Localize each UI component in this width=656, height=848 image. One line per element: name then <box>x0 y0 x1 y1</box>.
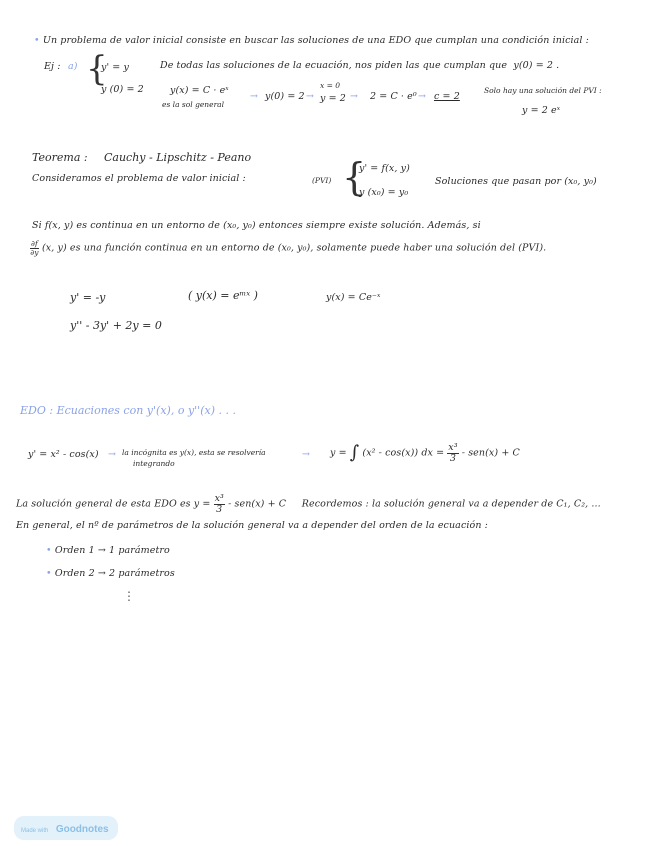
partial-fraction: $\frac{\partial f}{\partial y}$ <box>30 239 39 257</box>
order2-item: • Orden 2 → 2 parámetros <box>46 568 175 579</box>
theorem-line2-wrap <box>30 240 546 256</box>
vertical-dots-icon: ⋮ <box>123 589 135 603</box>
theorem-line2: (x, y) es una función continua en un entorno de (x₀, y₀), solamente puede haber una solución del (PVI). <box>41 242 547 254</box>
general-line2: En general, el nº de parámetros de la solución general va a depender del orden de la ecuación : <box>16 520 488 531</box>
general-line1: La solución general de esta EDO es y = $\frac{\text{x³}}{3}$ - sen(x) + C Recordemos : la solución general va a depender de C₁, C₂, ... <box>16 493 601 515</box>
example-x0: x = 0 <box>320 81 341 90</box>
theorem-sol: Soluciones que pasan por (x₀, y₀) <box>435 176 597 187</box>
intro-line <box>34 36 589 46</box>
arrow-icon: → <box>250 91 259 102</box>
example2-eq2: y'' - 3y' + 2y = 0 <box>70 319 162 332</box>
example-y2: y = 2 <box>320 93 346 104</box>
example2-eq1: y' = -y <box>70 291 106 304</box>
theorem-pvi: (PVI) <box>312 176 332 185</box>
example-c: c = 2 <box>434 91 460 102</box>
order1-item: • Orden 1 → 1 parámetro <box>46 545 170 556</box>
example-unique-sol: y = 2 eˣ <box>522 105 561 116</box>
edo-heading: EDO : Ecuaciones con y'(x), o y''(x) . . . <box>20 404 236 417</box>
intro-text: Un problema de valor inicial consiste en buscar las soluciones de una EDO que cumplan una condición inicial : <box>42 35 589 46</box>
footer-brand: Goodnotes <box>55 824 109 835</box>
example-y0: y(0) = 2 <box>265 91 305 102</box>
theorem-line1: Si f(x, y) es continua en un entorno de (x₀, y₀) entonces siempre existe solución. Además, si <box>32 220 481 231</box>
example-sol-note: es la sol general <box>162 100 225 109</box>
example-brace: { <box>86 49 108 89</box>
edo-note2: integrando <box>133 459 175 468</box>
arrow-icon: → <box>108 449 117 460</box>
theorem-brace: { <box>342 155 367 199</box>
bullet-icon: • <box>46 545 52 556</box>
example-item: a) <box>68 61 78 72</box>
example2-hint: ( y(x) = eᵐˣ ) <box>188 289 258 302</box>
bullet-icon: • <box>46 568 52 579</box>
goodnotes-badge[interactable] <box>14 816 118 840</box>
arrow-icon: → <box>306 91 315 102</box>
example2-sol: y(x) = Ce⁻ˣ <box>326 292 381 303</box>
edo-solution: y = ∫ (x² - cos(x)) dx = $\frac{\text{x³}}{3}$ - sen(x) + C <box>330 442 520 464</box>
arrow-icon: → <box>350 91 359 102</box>
footer-prefix: Made with <box>21 828 49 834</box>
theorem-sys2: y (x₀) = y₀ <box>359 187 409 198</box>
example-sys1: y' = y <box>101 62 129 73</box>
general-fraction: $\frac{\text{x³}}{3}$ <box>214 493 224 515</box>
edo-note1: la incógnita es y(x), esta se resolvería <box>122 448 266 457</box>
arrow-icon: → <box>418 91 427 102</box>
example-unique: Solo hay una solución del PVI : <box>484 86 602 95</box>
integral-icon: ∫ <box>349 442 360 463</box>
example-sys2: y (0) = 2 <box>101 84 144 95</box>
edo-eq: y' = x² - cos(x) <box>28 449 99 460</box>
theorem-name: Cauchy - Lipschitz - Peano <box>104 151 252 164</box>
example-sol: y(x) = C · eˣ <box>170 85 229 96</box>
example-desc: De todas las soluciones de la ecuación, nos piden las que cumplan que y(0) = 2 . <box>160 60 560 71</box>
edo-fraction: $\frac{\text{x³}}{3}$ <box>448 442 458 464</box>
arrow-icon: → <box>302 449 311 460</box>
theorem-label: Teorema : <box>32 151 88 164</box>
example-label: Ej : <box>44 61 61 72</box>
example-eq: 2 = C · e⁰ <box>370 91 417 102</box>
theorem-sys1: y' = f(x, y) <box>359 163 410 174</box>
theorem-consider: Consideramos el problema de valor inicial : <box>32 173 246 184</box>
bullet-icon: • <box>34 35 40 46</box>
